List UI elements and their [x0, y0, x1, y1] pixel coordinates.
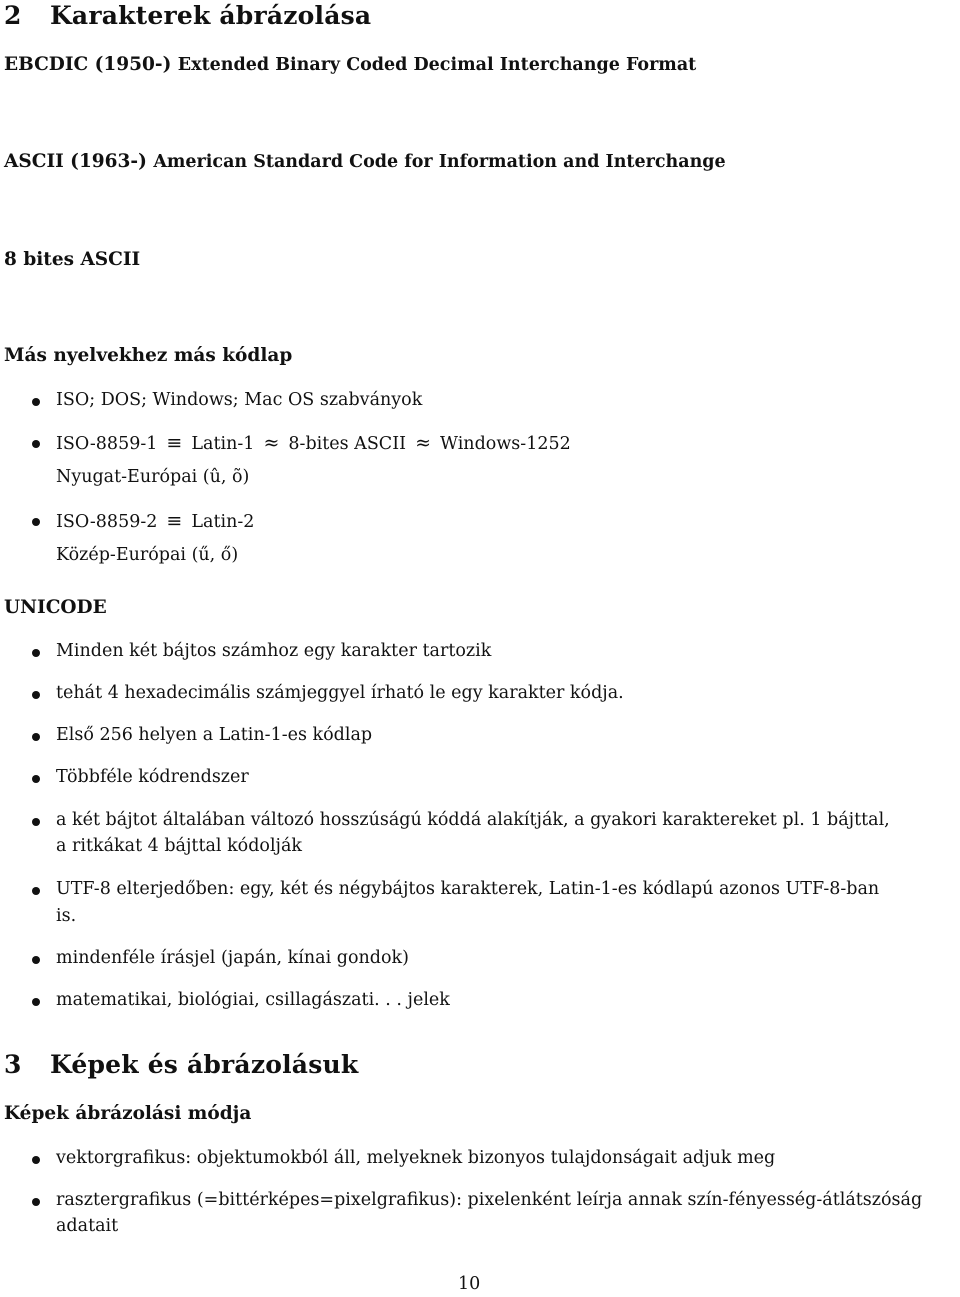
list-item: Minden két bájtos számhoz egy karakter tartozik [56, 641, 492, 661]
list-item [56, 432, 571, 454]
bullet-icon [32, 733, 40, 741]
list-item: tehát 4 hexadecimális számjeggyel írható le egy karakter kódja. [56, 683, 624, 703]
encoding-name: ISO-8859-2 [56, 512, 158, 532]
equivalent-icon: ≡ [166, 510, 183, 532]
equivalent-icon: ≡ [166, 432, 183, 454]
section-title: Képek és ábrázolásuk [50, 1050, 359, 1079]
bullet-icon [32, 691, 40, 699]
list-item-continuation: a ritkákat 4 bájttal kódolják [56, 836, 303, 856]
bullet-icon [32, 440, 40, 448]
bullet-icon [32, 518, 40, 526]
list-item-continuation: is. [56, 906, 77, 926]
list-item: UTF-8 elterjedőben: egy, két és négybájtos karakterek, Latin-1-es kódlapú azonos UTF-8-ban [56, 879, 880, 899]
section-title: Karakterek ábrázolása [50, 1, 372, 30]
encoding-name: 8-bites ASCII [288, 434, 407, 454]
list-item: rasztergrafikus (=bittérképes=pixelgrafikus): pixelenként leírja annak szín-fényesség-átlátszóság [56, 1190, 923, 1210]
encoding-name: Latin-2 [191, 512, 255, 532]
paragraph-ebcdic [4, 54, 696, 75]
bullet-icon [32, 887, 40, 895]
list-item: Többféle kódrendszer [56, 767, 249, 787]
list-item: matematikai, biológiai, csillagászati. . . jelek [56, 990, 450, 1010]
list-item-continuation: adatait [56, 1216, 119, 1236]
list-item-continuation: Nyugat-Európai (û, õ) [56, 467, 250, 487]
bullet-icon [32, 775, 40, 783]
paragraph-code-pages: Más nyelvekhez más kódlap [4, 345, 293, 366]
page-number: 10 [458, 1274, 481, 1294]
list-item [56, 510, 254, 532]
paragraph-8bit-ascii: 8 bites ASCII [4, 249, 141, 270]
paragraph-text: American Standard Code for Information and Interchange [153, 152, 726, 172]
bullet-icon [32, 956, 40, 964]
paragraph-label: EBCDIC (1950-) [4, 54, 172, 75]
section-number: 2 [4, 1, 22, 30]
paragraph-ascii [4, 151, 726, 172]
list-item: Első 256 helyen a Latin-1-es kódlap [56, 725, 373, 745]
bullet-icon [32, 398, 40, 406]
list-item: vektorgrafikus: objektumokból áll, melyeknek bizonyos tulajdonságait adjuk meg [56, 1148, 776, 1168]
encoding-name: Windows-1252 [440, 434, 571, 454]
section-heading-2 [4, 1, 371, 30]
paragraph-unicode: UNICODE [4, 597, 107, 618]
list-item-continuation: Közép-Európai (ű, ő) [56, 545, 239, 565]
bullet-icon [32, 649, 40, 657]
list-item: mindenféle írásjel (japán, kínai gondok) [56, 948, 409, 968]
approx-icon: ≈ [415, 432, 431, 454]
approx-icon: ≈ [263, 432, 280, 454]
section-number: 3 [4, 1050, 22, 1079]
paragraph-label: ASCII (1963-) [4, 151, 147, 172]
list-item: ISO; DOS; Windows; Mac OS szabványok [56, 390, 423, 410]
encoding-name: ISO-8859-1 [56, 434, 158, 454]
section-heading-3 [4, 1050, 358, 1079]
list-item: a két bájtot általában változó hosszúságú kóddá alakítják, a gyakori karaktereket pl. 1 bájttal, [56, 810, 890, 830]
paragraph-image-representation: Képek ábrázolási módja [4, 1103, 252, 1124]
paragraph-text: Extended Binary Coded Decimal Interchange Format [177, 55, 697, 75]
encoding-name: Latin-1 [191, 434, 255, 454]
bullet-icon [32, 1156, 40, 1164]
bullet-icon [32, 1198, 40, 1206]
bullet-icon [32, 998, 40, 1006]
bullet-icon [32, 818, 40, 826]
